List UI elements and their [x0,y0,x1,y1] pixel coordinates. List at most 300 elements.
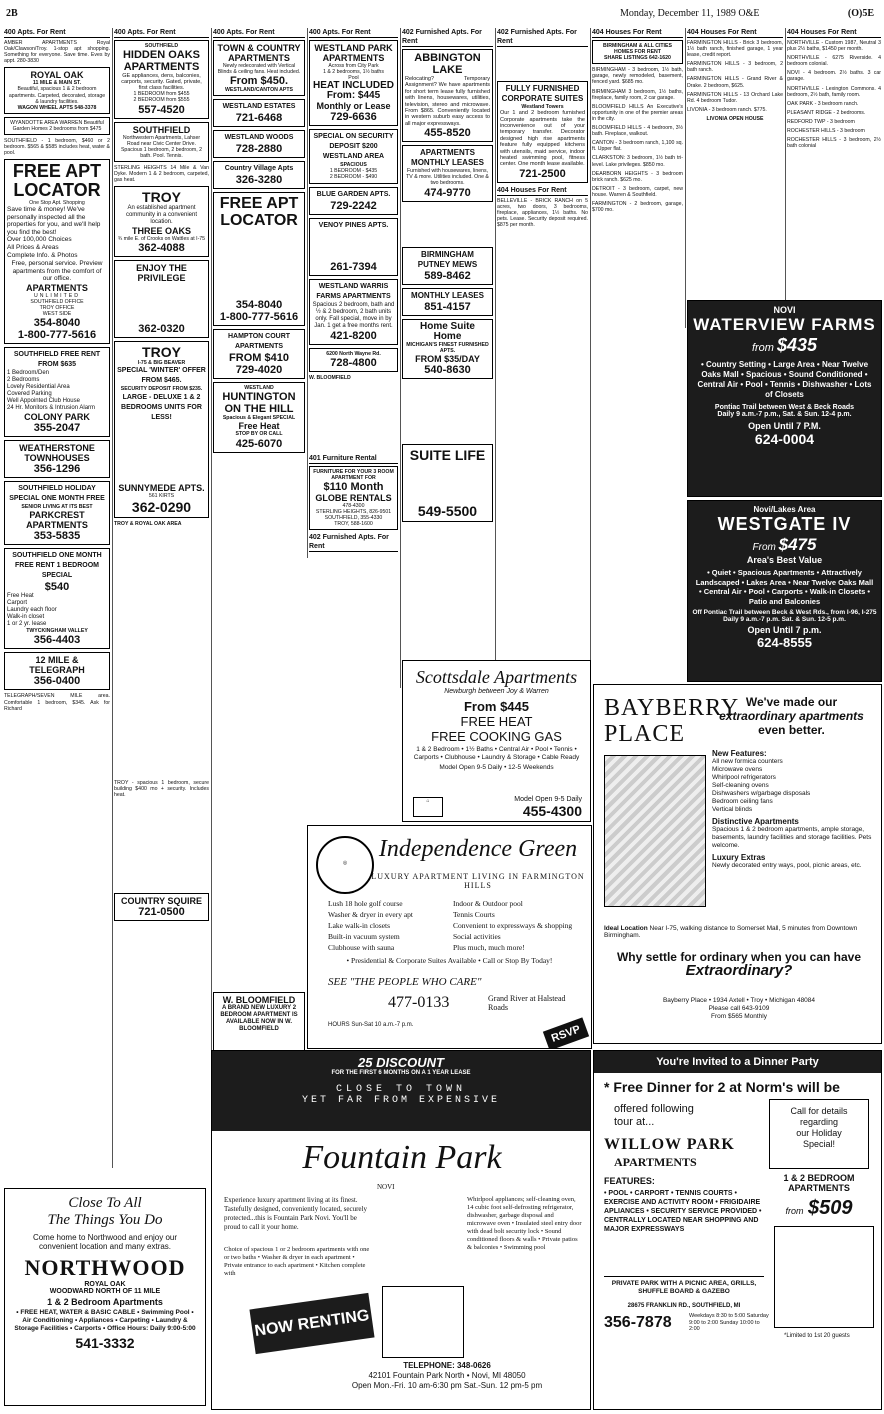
ad-area: W. BLOOMFIELD [222,995,296,1005]
classified-ad: NOVI - 4 bedroom. 2½ baths. 3 car garage. [787,70,881,83]
price: FROM $410 [229,352,289,365]
ad-name: GLOBE RENTALS [315,492,392,503]
ad-heat: FREE HEAT [460,714,533,729]
ad-title: FURNITURE FOR YOUR 3 ROOM APARTMENT FOR [313,468,394,481]
list-item: 24 Hr. Monitors & Intrusion Alarm [7,405,96,412]
phone-number: 1-800-777-5616 [17,329,97,342]
ad-area: NOVI [773,305,796,315]
classified-ad: LIVONIA - 3 bedroom ranch. $775. [687,106,767,113]
column-1 [4,28,110,1183]
price: FROM $35/DAY [415,353,480,364]
price-row: 1 BEDROOM from $455 [133,91,190,98]
phone-number: 1-800-777-5616 [219,311,299,324]
willow-park-ad [593,1050,882,1410]
classified-ad: BLOOMFIELD HILLS An Executive's opportunity in one of the premier areas in the city. [592,103,683,122]
ad-heat: Free Heat [238,421,280,432]
westgate-iv-ad [687,500,882,682]
southfield-free-rent-ad [4,347,110,437]
ad-beds: 1 & 2 Bedroom Apartments [47,1297,163,1307]
ad-title: ROYAL OAK [30,70,84,81]
hidden-oaks-ad [114,40,209,119]
ad-body: Furnished with housewares, linens, TV & more. Utilities included. One & two bedrooms. [406,168,489,187]
phone-number: 721-6468 [235,112,283,125]
ad-deposit: SECURITY DEPOSIT FROM $235. [120,386,203,393]
huntington-ad [213,382,305,452]
list-item: Lovely Residential Area [7,384,70,391]
seal-icon: ◎ [316,836,374,894]
section-title: Distinctive Apartments [712,817,799,826]
column-3 [213,28,305,688]
column-divider [211,28,212,1168]
ad-headline: Why settle for ordinary when you can have [616,950,862,964]
feature-item: Lake walk-in closets [328,921,391,930]
feature-item: Indoor & Outdoor pool [453,899,523,908]
ad-title: SOUTHFIELD ONE MONTH FREE RENT 1 BEDROOM SPECIAL [12,552,102,580]
free-locator-ad [4,159,110,344]
phone-number: 549-5500 [417,502,478,519]
share-listings-ad [592,40,683,64]
section-heading: 400 Apts. For Rent [4,28,110,38]
westland-woods-ad [213,130,305,158]
section-heading: 404 Houses For Rent [592,28,683,38]
ad-body: Experience luxury apartment living at its finest. Tastefully designed, conveniently located, securely protected...this is Fountain Park Novi. You'll be proud to call it your home. [224,1196,367,1231]
ad-body: Choice of spacious 1 or 2 bedroom apartments with one or two baths • Washer & dryer in each apartment • Private entrance to each apartment • Kitchen complete with [224,1246,370,1277]
ad-name: COLONY PARK [24,412,90,423]
classified-ad: PLEASANT RIDGE - 2 bedrooms. [787,109,866,116]
ad-name: WESTLAND WARRIS FARMS APARTMENTS [316,282,391,300]
section-heading: 400 Apts. For Rent [114,28,209,38]
ad-script-line: Close To All [68,1195,142,1211]
ad-cta: STOP BY OR CALL [235,431,283,438]
price: $110 Month [323,480,384,493]
classified-ad: NORTHVILLE - Custom 1987, Neutral 3 plus 2½ baths, $1450 per month. [787,40,881,53]
discount-title: 25 DISCOUNT [358,1055,444,1070]
classified-ad: TROY - spacious 1 bedroom, secure building $400 mo + security. Includes heat. [114,779,209,798]
scottsdale-ad [402,660,591,822]
equal-housing-icon: ⌂ [413,797,443,817]
list-item: Carport [7,600,28,607]
ad-title: FREE APT LOCATOR [219,195,299,230]
classified-ad: ROCHESTER HILLS - 3 bedroom [787,128,865,135]
monthly-leases-ad [402,145,493,201]
classified-ad: DEARBORN HEIGHTS - 3 bedroom brick ranch. $625 mo. [592,170,683,183]
ad-headline: offered following [614,1103,694,1115]
classified-ad: BLOOMFIELD HILLS - 4 bedroom, 3½ bath. Fireplace, walkout. [592,125,683,138]
ad-phone: Please call 643-9109 [708,1005,770,1012]
ad-row: Pool [348,75,359,82]
callout-line: regarding [799,1117,839,1127]
ad-name: SUNNYMEDE APTS. [118,482,205,493]
ad-banner: You're Invited to a Dinner Party [594,1051,881,1073]
feature-item: Whirlpool refrigerators [712,774,776,781]
phone-number: 478-4300 [342,502,365,509]
ad-address: 28675 FRANKLIN RD., SOUTHFIELD, MI [627,1303,741,1309]
ad-beds: 1 & 2 BEDROOM APARTMENTS [783,1173,855,1193]
phone-number: 728-4800 [330,356,377,369]
ad-headline: We've made our [745,695,838,709]
ad-title: BIRMINGHAM & ALL CITIES HOMES FOR RENT [603,43,672,56]
location-map [382,1286,464,1358]
office-label: TROY OFFICE [39,305,75,312]
phone-number: 356-1296 [33,463,81,476]
ad-row: 1 & 2 bedrooms, 1½ baths [323,69,384,76]
ad-title: TROY [142,189,181,206]
classified-ad: NORTHVILLE - Lexington Commons. 4 bedroom, 2½ bath, family room. [787,85,881,98]
ad-name: ABBINGTON LAKE [414,52,481,76]
ad-from: from [751,342,774,354]
ad-slogan: SEE "THE PEOPLE WHO CARE" [328,976,482,988]
ad-title: SOUTHFIELD FREE RENT FROM $635 [13,351,101,369]
rsvp-badge: RSVP [543,1017,589,1049]
ad-name: NORTHWOOD [24,1255,186,1280]
ad-tagline: Area's Best Value [746,555,823,565]
page-dateline: Monday, December 11, 1989 O&E [620,8,760,19]
price-row: 2 BEDROOM - $490 [329,174,378,181]
section-title: Luxury Extras [712,853,766,862]
column-divider [495,28,496,668]
ad-subtitle: 11 MILE & MAIN ST. [32,80,82,87]
globe-rentals-ad [309,466,398,531]
callout-line: Call for details [790,1106,848,1116]
list-item: Well Appointed Club House [7,398,80,405]
ad-location: Grand River at Halstead Roads [488,994,566,1012]
price: From $450. [229,75,289,88]
price: $435 [777,335,818,355]
column-8 [687,28,783,298]
list-item: 1 Bedroom/Den [7,370,50,377]
ad-headline: even better. [758,723,825,737]
classified-ad: BIRMINGHAM 3 bedroom, 1½ baths, fireplace, family room, 2 car garage. [592,88,683,101]
list-item: Free Heat [7,593,34,600]
ad-name: WEATHERSTONE TOWNHOUSES [19,443,95,464]
ad-title: MONTHLY LEASES [411,290,484,300]
classified-ad: FARMINGTON - 2 bedroom, garage, $700 mo. [592,200,683,214]
now-renting-badge: NOW RENTING [249,1293,374,1354]
phone-number: 353-5835 [33,530,81,543]
ad-name: HUNTINGTON ON THE HILL [222,391,296,416]
column-9 [787,28,881,298]
ad-subtitle: Spacious & Elegant SPECIAL [222,415,296,422]
column-divider [112,28,113,1168]
phone-number: 624-0004 [754,431,815,447]
classified-ad: FARMINGTON HILLS - 13 Orchard Lake Rd. 4 bedroom Tudor. [687,91,783,104]
price-row: 1 BEDROOM - $435 [329,168,378,175]
classified-ad: DETROIT - 3 bedroom, carpet, new house. Warren & Southfield. [592,185,683,198]
column-2 [114,28,209,1183]
ad-headline: * Free Dinner for 2 at Norm's will be [604,1079,840,1095]
hampton-court-ad [213,329,305,379]
callout-line: Special! [802,1139,836,1149]
ad-body: Our 1 and 2 bedroom furnished Corporate apartments take the inconvenience out of your temporary transfer. Decorator designed high rise apartments feature fully equipped kitchens with utensils, maid service, indoor heated swimming pool, fitness center. One month lease available. [500,110,585,168]
ad-name: PARKCREST APARTMENTS [26,510,88,531]
birmingham-monthly-ad [402,288,493,316]
southfield-ad [114,122,209,162]
ad-name: BLUE GARDEN APTS. [316,190,391,198]
bullet-item: Complete Info. & Photos [7,252,78,260]
weatherstone-ad [4,440,110,478]
ad-name: Independence Green [378,836,578,862]
price: From $445 [463,699,530,714]
venoy-pines-ad [309,218,398,276]
classified-ad: OAK PARK - 3 bedroom ranch. [787,100,859,107]
column-7 [592,28,683,668]
ad-name: TOWN & COUNTRY APARTMENTS [217,43,301,63]
troy-big-beaver-ad [114,341,209,517]
ad-features: 1 & 2 Bedroom • 1½ Baths • Central Air • Pool • Tennis • Carports • Clubhouse • Laundry & Storage • Cable Ready [413,746,580,761]
ad-headline: Extraordinary? [685,962,793,979]
bayberry-place-ad [593,684,882,1044]
classified-ad: CLARKSTON: 3 bedroom, 1½ bath tri-level. Lake privileges. $850 mo. [592,155,683,168]
ad-body: Newly redecorated with Vertical Blinds & ceiling fans. Heat included. [217,63,301,76]
ad-address: 6200 North Wayne Rd. [326,350,381,357]
ad-name: HAMPTON COURT APARTMENTS [227,333,291,351]
section-body: Newly decorated entry ways, pool, picnic areas, etc. [712,862,862,869]
section-heading: 401 Furniture Rental [309,454,398,464]
column-6 [497,28,588,668]
free-locator-ad-2 [213,192,305,326]
phone-number: 721-0500 [138,905,185,918]
ad-tagline: YET FAR FROM EXPENSIVE [301,1095,501,1106]
ad-features: • FREE HEAT, WATER & BASIC CABLE • Swimming Pool • Air Conditioning • Appliances • Carpeting • Laundry & Storage Facilities • Carports • Office Hours: Daily 9:00-5:00 [14,1309,196,1332]
brand-name: APARTMENTS [26,282,88,293]
feature-item: Dishwashers w/garbage disposals [712,790,811,797]
ad-area: NOVI [377,1183,395,1191]
ad-park: PRIVATE PARK WITH A PICNIC AREA, GRILLS, SHUFFLE BOARD & GAZEBO [604,1276,764,1296]
phone-number: 362-0320 [138,323,185,336]
ad-location: ¾ mile E. of Crooks on Wattles at I-75 [117,236,206,243]
phone-number: 261-7394 [330,260,377,273]
ad-name: WESTGATE IV [717,514,852,534]
ad-body: WYANDOTTE AREA WARREN Beautiful Garden Homes 2 bedrooms from $475 [10,119,104,132]
ad-name: BAYBERRY PLACE [604,695,739,747]
brand-name-sub: UNLIMITED [34,292,80,299]
ad-body: An established apartment community in a convenient location. [125,205,198,226]
feature-item: Lush 18 hole golf course [328,899,403,908]
location-phone: TROY, 588-1600 [334,521,373,528]
westland-6200-ad [309,348,398,372]
ad-area: WESTLAND [244,385,274,392]
section-subheading: W. BLOOMFIELD [309,374,351,381]
feature-item: Built-in vacuum system [328,932,400,941]
section-heading: 402 Furnished Apts. For Rent [402,28,493,47]
home-suite-ad [402,319,493,379]
ad-location: Newburgh between Joy & Warren [444,688,549,695]
ad-subtitle: WOODWARD NORTH OF 11 MILE [49,1288,161,1295]
office-label: WEST SIDE [42,311,72,318]
classified-ad: BIRMINGHAM - 3 bedroom, 1½ bath, garage, newly remodeled, basement, fenced yard. $685 mo. [592,67,683,86]
section-heading: 404 Houses For Rent [787,28,881,38]
section-subheading: TROY & ROYAL OAK AREA [114,520,182,527]
ad-area: Novi/Lakes Area [753,505,816,514]
ad-features: • Quiet • Spacious Apartments • Attractively Landscaped • Lakes Area • Near Twelve Oaks Mall • Central Air • Pool • Carports • Walk-in Closets • Patio and Balconies [695,568,874,606]
bullet-item: Over 100,000 Choices [7,236,72,244]
page-number-left: 2B [6,8,18,19]
price: From $565 Monthly [711,1013,767,1020]
twelve-mile-ad [4,652,110,690]
ad-body: Save time & money! We've personally inspected all the properties for you, and we'll help you find the best! [7,206,101,236]
list-item: 1 or 2 yr. lease [7,621,47,628]
ad-body: MICHIGAN'S FINEST FURNISHED APTS. [406,341,489,354]
phone-number: 356-4403 [33,634,81,647]
section-title: New Features: [712,749,767,758]
classified-ad: SOUTHFIELD - 1 bedroom, $460 or 2 bedroom. $565 & $585 includes heat, water & pool. [4,138,110,157]
ad-title: FREE APT LOCATOR [12,161,102,201]
ad-body: Northwestern Apartments, Lahser Road near Civic Center Drive. Spacious 1 bedroom, 2 bedroom, 2 bath. Pool. Tennis. [120,134,203,159]
classified-ad: ROCHESTER HILLS - 3 bedroom, 2½ bath colonial [787,137,881,150]
phone-number: 425-6070 [235,437,283,450]
phone-number: 728-2880 [235,143,283,156]
phone-number: TELEPHONE: 348-0626 [403,1361,491,1370]
ad-name: TWYCKINGHAM VALLEY [26,628,88,635]
town-country-ad [213,40,305,96]
ad-title: 12 MILE & TELEGRAPH [29,655,85,676]
section-title: Ideal Location [604,925,648,932]
blue-garden-ad [309,187,398,215]
ad-name: WILLOW PARK [604,1136,735,1153]
ad-name: WESTLAND ESTATES [222,103,296,111]
ad-hours: HOURS Sun-Sat 10 a.m.-7 p.m. [328,1022,414,1028]
ad-tagline: • Presidential & Corporate Suites Available • Call or Stop By Today! [346,956,553,965]
feature-item: Clubhouse with sauna [328,943,395,952]
feature-item: Vertical blinds [712,806,753,813]
section-heading: 402 Furnished Apts. For Rent [309,533,398,552]
ad-banner [212,1051,590,1131]
ad-subtitle: LUXURY APARTMENT LIVING IN FARMINGTON HILLS [371,872,585,890]
classified-ad: AMBER APARTMENTS Royal Oak/Clawson/Troy. 1-stop apt shopping. Something for everyone. Save time. Eves by appt. 280-3830 [4,40,110,65]
suite-life-ad [402,444,493,522]
location-phone: SOUTHFIELD, 355-4330 [324,515,383,522]
phone-number: 540-8630 [424,363,471,376]
section-title: FEATURES: [604,1176,655,1186]
ad-address: 561 KIRTS [148,492,175,499]
ad-name: VENOY PINES APTS. [318,221,389,229]
page-header [0,0,884,22]
phone-number: 356-0400 [33,675,81,688]
ad-body: Free, personal service. Preview apartments from the comfort of our office. [11,260,103,283]
ad-hours: Model Open 9-5 Daily • 12-5 Weekends [439,764,554,771]
callout-line: our Holiday [796,1128,842,1138]
phone-number: 851-4157 [424,300,471,313]
ad-hours: Weekdays 8:30 to 5:00 Saturday 9:00 to 2:00 Sunday 10:00 to 2:00 [689,1313,769,1332]
ad-special: SPECIAL 'WINTER' OFFER FROM $465. [117,367,206,385]
feature-item: Microwave ovens [712,766,763,773]
westland-area-ad [309,129,398,183]
ad-title: SOUTHFIELD HOLIDAY SPECIAL ONE MONTH FREE [9,485,105,503]
phone-number: 362-0290 [131,498,192,515]
classified-ad: FARMINGTON HILLS - 3 bedroom, 2 bath ranch. [687,61,783,74]
list-item: 2 Bedrooms [7,377,40,384]
feature-item: Convenient to expressways & shopping [453,921,573,930]
phone-number: 541-3332 [75,1335,135,1351]
phone-number: 624-8555 [757,635,812,650]
ad-hours: Open Mon.-Fri. 10 am-6:30 pm Sat.-Sun. 12 pm-5 pm [351,1381,543,1390]
price: $540 [44,581,70,594]
ad-location: Pontiac Trail between West & Beck Roads [714,404,855,411]
classified-ad: STERLING HEIGHTS 14 Mile & Van Dyke. Modern 1 & 2 bedroom, carpeted, gas heat. [114,164,209,184]
ad-hours: Daily 9 a.m.-7 p.m., Sat. & Sun. 12-4 p.m. [717,411,852,418]
ad-body: Beautiful, spacious 1 & 2 bedroom apartments. Carpeted, decorated, storage & laundry facilities. [8,86,106,105]
location-phone: STERLING HEIGHTS, 826-9501 [315,509,392,516]
fountain-park-ad [211,1050,591,1410]
ad-hours: Model Open 9-5 Daily [514,796,582,803]
phone-number: 355-2047 [33,422,81,435]
ad-script-line: The Things You Do [47,1212,163,1228]
warris-farms-ad [309,279,398,345]
section-subheading: LIVONIA OPEN HOUSE [706,115,764,122]
ad-title: SOUTHFIELD [132,124,191,135]
section-heading: 404 Houses For Rent [497,186,588,196]
ad-body: Relocating? Temporary Assignment? We have apartments for short term lease fully furnished with linens, housewares, utilities, television, stereo and microwave. From $865. Conveniently located in western suburb easy access to all major expressways. [405,76,490,127]
price-row: 2 BEDROOM from $555 [133,97,190,104]
column-5 [402,28,493,668]
column-4 [309,28,398,788]
country-village-ad [213,161,305,189]
ad-tagline: CLOSE TO TOWN [335,1084,466,1095]
ad-from: From [752,542,776,553]
ad-from: from [785,1206,804,1216]
section-heading: 402 Furnished Apts. For Rent [497,28,588,47]
royal-oak-ad [4,67,110,113]
phone-number: 557-4520 [138,103,185,116]
phone-number: 356-7878 [604,1314,672,1331]
westland-towers-ad [497,81,588,183]
ad-subtitle: WESTLAND/CANTON APTS [224,87,293,94]
ad-features: • POOL • CARPORT • TENNIS COURTS • EXERCISE AND ACTIVITY ROOM • FRIGIDAIRE APLIANCES • SECURITY SERVICE PROVIDED • CENTRALLY LOCATED NEAR SHOPPING AND MAJOR EXPRESSWAYS [604,1190,762,1233]
column-divider [785,28,786,328]
ad-name: SUITE LIFE [409,446,486,463]
ad-subtitle: ROYAL OAK [84,1281,126,1288]
ad-title: ENJOY THE PRIVILEGE [136,263,187,284]
feature-item: All new formica counters [712,758,783,765]
section-heading: 400 Apts. For Rent [309,28,398,38]
ad-name: WESTLAND WOODS [224,134,294,142]
ad-open: Open Until 7 P.M. [748,421,821,431]
feature-item: Bedroom ceiling fans [712,798,773,805]
ad-body: Come home to Northwood and enjoy our convenient location and many extras. [32,1233,178,1251]
phone-number: 721-2500 [519,167,566,180]
column-divider [400,28,401,688]
classified-ad: FARMINGTON HILLS - Brick 3 bedroom, 1½ bath ranch, finished garage, 1 year lease, credit report. [687,40,783,59]
section-heading: 404 Houses For Rent [687,28,783,38]
phone-number: 474-9770 [424,186,471,199]
phone-number: 477-0133 [388,994,450,1011]
phone-number: 729-6636 [330,111,377,124]
column-divider [685,28,686,328]
page-number-right: (O)5E [847,8,874,19]
bullet-item: All Prices & Areas [7,244,59,252]
troy-three-oaks-ad [114,186,209,257]
classified-ad: NORTHVILLE - 6275 Riverside. 4 bedroom colonial. [787,55,881,68]
ad-features: • Country Setting • Large Area • Near Twelve Oaks Mall • Spacious • Sound Conditioned • Central Air • Pool • Tennis • Dishwasher • Lots of Closets [697,360,872,399]
section-body: Near I-75, walking distance to Somerset Mall, 5 minutes from Downtown Birmingham. [604,925,858,939]
classified-ad: REDFORD TWP - 3 bedroom [787,118,855,125]
classified-ad: BELLEVILLE - BRICK RANCH on 5 acres, two doors, 3 bedrooms, fireplace, appliances, 1½ baths. No pets. Lease. Security deposit required. $875 per month. [497,197,588,229]
section-heading: 400 Apts. For Rent [213,28,305,38]
northwood-ad [4,1188,206,1406]
classified-ad: FARMINGTON HILLS - Grand River & Drake. 2 bedroom, $625. [687,76,783,89]
ad-name: THREE OAKS [131,226,191,237]
ad-address: Bayberry Place • 1934 Axtell • Troy • Michigan 48084 [662,997,816,1004]
list-item: Walk-in closet [7,614,45,621]
ad-title: FULLY FURNISHED CORPORATE SUITES [501,84,584,103]
ad-body: A BRAND NEW LUXURY 2 BEDROOM APARTMENT IS AVAILABLE NOW IN W. BLOOMFIELD [220,1005,298,1032]
ad-area: SOUTHFIELD [144,43,179,49]
phone-number: 455-4300 [522,803,582,819]
ad-name: APARTMENTS [614,1155,697,1169]
ad-subtitle: One Stop Apt. Shopping [29,200,85,207]
ad-hours: Daily 9 a.m.-7 p.m. Sat. & Sun. 12-5 p.m. [723,616,846,623]
ad-name: BIRMINGHAM PUTNEY MEWS [417,249,478,269]
